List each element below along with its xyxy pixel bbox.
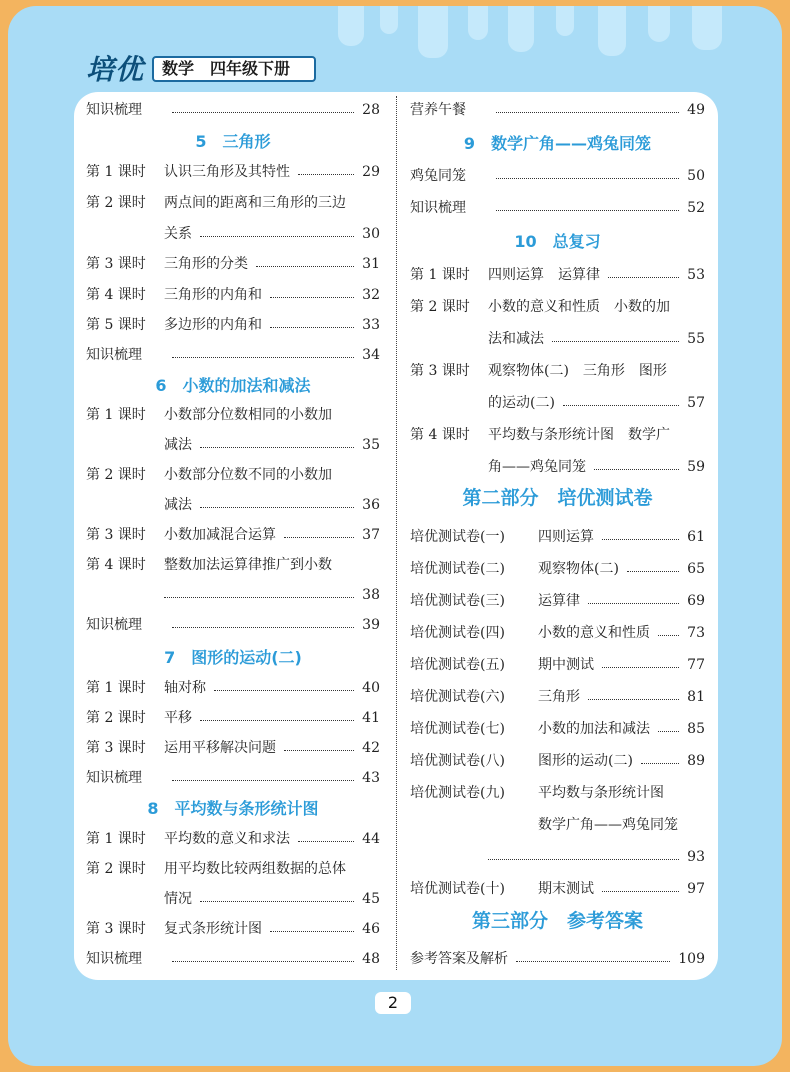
toc-leader-dots [641,750,679,764]
toc-lesson-label: 第 1 课时 [86,680,146,696]
toc-page-number: 43 [362,770,380,786]
toc-page-number: 97 [687,881,705,897]
toc-lesson-label: 第 1 课时 [86,831,146,847]
toc-lesson-label: 知识梳理 [86,951,142,967]
toc-lesson-label: 培优测试卷(一) [410,529,505,545]
part-heading: 第二部分 培优测试卷 [462,487,653,509]
toc-entry-title: 运算律 [538,593,580,609]
toc-lesson-label: 培优测试卷(三) [410,593,505,609]
toc-entry [410,264,705,286]
toc-page-number: 33 [362,317,380,333]
toc-page-number: 37 [362,527,380,543]
toc-entry [410,718,705,740]
toc-page-number: 36 [362,497,380,513]
toc-leader-dots [270,284,354,298]
toc-entry [410,686,705,708]
toc-entry-title: 用平均数比较两组数据的总体 [164,861,346,877]
toc-entry-title: 图形的运动(二) [538,753,633,769]
toc-entry [86,737,380,759]
toc-leader-dots [658,622,679,636]
toc-entry-title: 情况 [164,891,192,907]
toc-entry [86,858,380,880]
toc-entry [86,404,380,426]
toc-page-number: 81 [687,689,705,705]
toc-lesson-label: 鸡兔同笼 [410,168,466,184]
toc-lesson-label: 培优测试卷(十) [410,881,505,897]
toc-entry [86,614,380,636]
toc-entry-title: 小数的意义和性质 [538,625,650,641]
toc-leader-dots [200,707,354,721]
brand-logo: 培优 [86,53,145,86]
toc-entry [410,846,705,868]
decor-drip [418,6,448,58]
toc-lesson-label: 培优测试卷(四) [410,625,505,641]
toc-leader-dots [270,918,354,932]
toc-entry [86,554,380,576]
toc-page-number: 61 [687,529,705,545]
toc-entry-title: 整数加法运算律推广到小数 [164,557,332,573]
toc-entry [410,165,705,187]
decor-drip [468,6,488,40]
toc-page-number: 93 [687,849,705,865]
chapter-heading: 7 图形的运动(二) [164,648,302,667]
decor-drip [556,6,574,36]
toc-page-number: 77 [687,657,705,673]
toc-entry-title: 轴对称 [164,680,206,696]
toc-entry [86,192,380,214]
toc-entry [410,424,705,446]
toc-entry-title: 法和减法 [488,331,544,347]
toc-leader-dots [563,392,679,406]
toc-entry-title: 四则运算 [538,529,594,545]
decor-drip [508,6,534,52]
toc-lesson-label: 第 2 课时 [410,299,470,315]
toc-entry [86,284,380,306]
toc-page-number: 34 [362,347,380,363]
toc-leader-dots [496,197,679,211]
toc-leader-dots [214,677,354,691]
toc-entry [410,99,705,121]
book-subject-tag: 数学 四年级下册 [152,56,316,82]
toc-lesson-label: 知识梳理 [86,617,142,633]
toc-leader-dots [298,161,354,175]
toc-leader-dots [602,526,679,540]
toc-entry-title: 小数的加法和减法 [538,721,650,737]
toc-lesson-label: 第 4 课时 [86,557,146,573]
toc-leader-dots [608,264,679,278]
toc-lesson-label: 第 2 课时 [86,861,146,877]
toc-entry [86,707,380,729]
toc-leader-dots [172,99,354,113]
toc-entry-title: 平均数与条形统计图 数学广 [488,427,670,443]
toc-entry [86,948,380,970]
toc-lesson-label: 第 5 课时 [86,317,146,333]
toc-lesson-label: 知识梳理 [86,347,142,363]
chapter-heading: 5 三角形 [195,132,271,151]
toc-leader-dots [658,718,679,732]
toc-leader-dots [602,878,679,892]
toc-entry-title: 平均数的意义和求法 [164,831,290,847]
toc-entry-title: 观察物体(二) 三角形 图形 [488,363,667,379]
toc-leader-dots [627,558,679,572]
toc-page-number: 42 [362,740,380,756]
toc-lesson-label: 第 2 课时 [86,710,146,726]
toc-page-number: 59 [687,459,705,475]
toc-lesson-label: 第 2 课时 [86,195,146,211]
chapter-heading: 6 小数的加法和减法 [155,376,311,395]
decor-drip [692,6,722,50]
toc-page-number: 32 [362,287,380,303]
part-heading: 第三部分 参考答案 [471,910,643,932]
chapter-heading: 10 总复习 [514,232,601,251]
toc-entry-title: 期中测试 [538,657,594,673]
toc-entry [86,314,380,336]
toc-entry-title: 运用平移解决问题 [164,740,276,756]
toc-entry [86,161,380,183]
toc-page-number: 73 [687,625,705,641]
toc-lesson-label: 知识梳理 [86,770,142,786]
toc-entry [86,677,380,699]
toc-lesson-label: 第 1 课时 [86,407,146,423]
toc-page-number: 46 [362,921,380,937]
toc-page-number: 53 [687,267,705,283]
toc-entry-title: 小数加减混合运算 [164,527,276,543]
toc-leader-dots [594,456,679,470]
toc-entry [86,99,380,121]
chapter-heading: 8 平均数与条形统计图 [147,799,319,818]
toc-page-number: 55 [687,331,705,347]
toc-leader-dots [200,494,354,508]
toc-entry [86,767,380,789]
toc-lesson-label: 第 2 课时 [86,467,146,483]
toc-lesson-label: 培优测试卷(九) [410,785,505,801]
toc-entry [410,197,705,219]
toc-entry-title: 两点间的距离和三角形的三边 [164,195,346,211]
toc-lesson-label: 第 1 课时 [86,164,146,180]
toc-leader-dots [172,344,354,358]
toc-entry-title: 减法 [164,437,192,453]
toc-leader-dots [496,165,679,179]
toc-entry [410,526,705,548]
toc-entry [410,750,705,772]
toc-entry [86,524,380,546]
toc-page-number: 45 [362,891,380,907]
toc-lesson-label: 培优测试卷(六) [410,689,505,705]
toc-leader-dots [602,654,679,668]
toc-leader-dots [172,614,354,628]
toc-entry [410,948,705,970]
toc-leader-dots [588,686,679,700]
toc-page-number: 40 [362,680,380,696]
toc-entry [86,464,380,486]
decor-drip [648,6,670,42]
toc-entry [410,590,705,612]
toc-entry [410,456,705,478]
toc-leader-dots [172,948,354,962]
toc-entry [86,494,380,516]
toc-lesson-label: 培优测试卷(五) [410,657,505,673]
toc-entry [410,814,705,836]
toc-leader-dots [298,828,354,842]
toc-page-number: 52 [687,200,705,216]
toc-leader-dots [488,846,679,860]
toc-lesson-label: 第 3 课时 [86,527,146,543]
toc-leader-dots [256,253,354,267]
toc-leader-dots [588,590,679,604]
toc-lesson-label: 第 4 课时 [410,427,470,443]
toc-page-number: 109 [678,951,705,967]
decor-drip [380,6,398,34]
toc-lesson-label: 第 3 课时 [86,921,146,937]
toc-entry-title: 复式条形统计图 [164,921,262,937]
toc-lesson-label: 培优测试卷(二) [410,561,505,577]
toc-entry-title: 减法 [164,497,192,513]
toc-entry-title: 期末测试 [538,881,594,897]
toc-entry [86,888,380,910]
toc-page-number: 28 [362,102,380,118]
toc-leader-dots [516,948,670,962]
toc-entry-title: 认识三角形及其特性 [164,164,290,180]
toc-page-number: 49 [687,102,705,118]
toc-entry-title: 关系 [164,226,192,242]
toc-entry [410,296,705,318]
toc-entry [86,918,380,940]
toc-page-number: 29 [362,164,380,180]
toc-page-number: 39 [362,617,380,633]
toc-leader-dots [200,434,354,448]
toc-entry [410,558,705,580]
toc-entry-title: 角——鸡兔同笼 [488,459,586,475]
toc-entry [86,253,380,275]
toc-entry [410,360,705,382]
toc-entry [410,328,705,350]
toc-lesson-label: 培优测试卷(七) [410,721,505,737]
toc-entry [86,828,380,850]
toc-page-number: 85 [687,721,705,737]
toc-lesson-label: 营养午餐 [410,102,466,118]
toc-entry [410,392,705,414]
toc-page-number: 57 [687,395,705,411]
decor-drip [338,6,364,46]
toc-entry [86,223,380,245]
toc-entry-title: 三角形的分类 [164,256,248,272]
toc-page-number: 69 [687,593,705,609]
toc-page-number: 65 [687,561,705,577]
toc-entry-title: 平移 [164,710,192,726]
toc-leader-dots [200,223,354,237]
column-divider [396,96,397,970]
toc-entry-title: 四则运算 运算律 [488,267,600,283]
page-number: 2 [375,992,411,1014]
toc-entry-title: 数学广角——鸡兔同笼 [538,817,678,833]
toc-entry [410,654,705,676]
toc-lesson-label: 第 3 课时 [86,256,146,272]
toc-leader-dots [552,328,679,342]
toc-leader-dots [172,767,354,781]
toc-lesson-label: 第 3 课时 [86,740,146,756]
toc-page-number: 38 [362,587,380,603]
toc-lesson-label: 知识梳理 [410,200,466,216]
toc-page-number: 48 [362,951,380,967]
toc-leader-dots [270,314,354,328]
chapter-heading: 9 数学广角——鸡兔同笼 [463,134,652,153]
toc-page-number: 50 [687,168,705,184]
toc-entry-title: 小数部分位数不同的小数加 [164,467,332,483]
toc-entry-title: 三角形的内角和 [164,287,262,303]
toc-leader-dots [284,737,354,751]
toc-lesson-label: 知识梳理 [86,102,142,118]
toc-page-number: 30 [362,226,380,242]
toc-entry [86,584,380,606]
toc-entry [410,622,705,644]
toc-entry-title: 小数的意义和性质 小数的加 [488,299,670,315]
toc-page-number: 35 [362,437,380,453]
toc-entry [410,782,705,804]
toc-lesson-label: 第 4 课时 [86,287,146,303]
toc-leader-dots [200,888,354,902]
toc-entry-title: 平均数与条形统计图 [538,785,664,801]
toc-lesson-label: 参考答案及解析 [410,951,508,967]
decor-drip [598,6,626,56]
toc-entry-title: 三角形 [538,689,580,705]
toc-entry [86,434,380,456]
toc-entry-title: 小数部分位数相同的小数加 [164,407,332,423]
toc-lesson-label: 培优测试卷(八) [410,753,505,769]
toc-entry [410,878,705,900]
toc-page-number: 31 [362,256,380,272]
toc-leader-dots [496,99,679,113]
toc-leader-dots [284,524,354,538]
toc-lesson-label: 第 1 课时 [410,267,470,283]
toc-entry [86,344,380,366]
toc-entry-title: 观察物体(二) [538,561,619,577]
toc-leader-dots [164,584,354,598]
toc-page-number: 44 [362,831,380,847]
toc-page-number: 41 [362,710,380,726]
toc-entry-title: 多边形的内角和 [164,317,262,333]
toc-page-number: 89 [687,753,705,769]
toc-entry-title: 的运动(二) [488,395,555,411]
toc-lesson-label: 第 3 课时 [410,363,470,379]
